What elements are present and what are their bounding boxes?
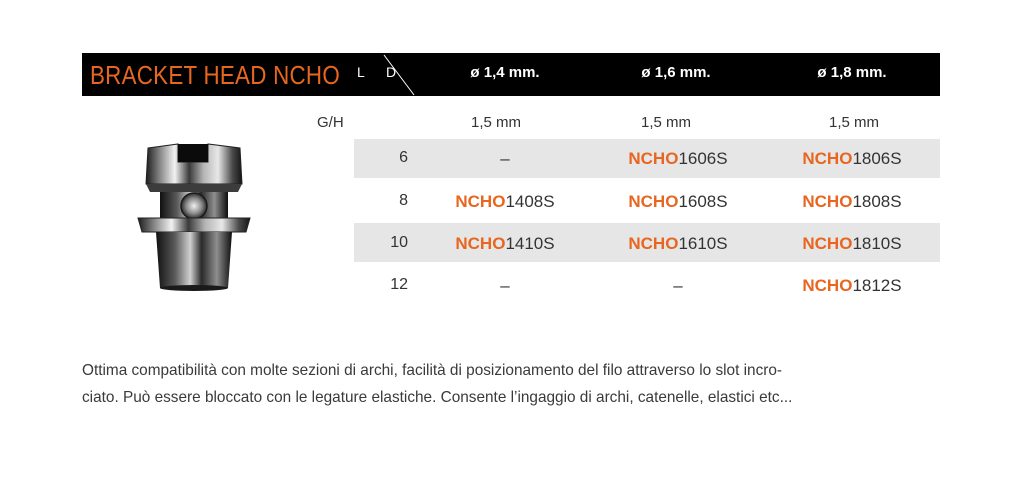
code-prefix: NCHO bbox=[455, 192, 506, 211]
code-prefix: NCHO bbox=[802, 192, 853, 211]
product-code bbox=[588, 149, 768, 169]
table-cell: – bbox=[500, 149, 510, 168]
product-code bbox=[415, 234, 595, 254]
product-code bbox=[588, 192, 768, 212]
code-prefix: NCHO bbox=[802, 276, 853, 295]
product-title: BRACKET HEAD NCHO bbox=[90, 60, 340, 90]
code-number: 1610S bbox=[678, 234, 728, 253]
gh-label: G/H bbox=[317, 114, 344, 131]
code-number: 1808S bbox=[852, 192, 902, 211]
code-prefix: NCHO bbox=[455, 234, 506, 253]
description-line: ciato. Può essere bloccato con le legature elastiche. Consente l’ingaggio di archi, catenelle, elastici etc... bbox=[82, 389, 793, 406]
product-code bbox=[762, 276, 942, 296]
code-number: 1806S bbox=[852, 149, 902, 168]
table-cell: – bbox=[500, 276, 510, 295]
table-cell: – bbox=[673, 276, 683, 295]
product-code bbox=[415, 192, 595, 212]
gh-value: 1,5 mm bbox=[470, 114, 521, 131]
code-prefix: NCHO bbox=[802, 234, 853, 253]
product-code bbox=[762, 192, 942, 212]
gh-value: 1,5 mm bbox=[640, 114, 691, 131]
code-prefix: NCHO bbox=[628, 234, 679, 253]
column-header-1-6: ø 1,6 mm. bbox=[641, 64, 711, 81]
bracket-head-product-image bbox=[130, 140, 255, 292]
code-number: 1410S bbox=[505, 234, 555, 253]
row-length-label: 12 bbox=[390, 276, 408, 293]
product-code bbox=[762, 149, 942, 169]
code-number: 1606S bbox=[678, 149, 728, 168]
description-line: Ottima compatibilità con molte sezioni di archi, facilità di posizionamento del filo attraverso lo slot incro- bbox=[82, 362, 783, 379]
code-prefix: NCHO bbox=[802, 149, 853, 168]
row-length-label: 6 bbox=[399, 149, 408, 166]
product-code bbox=[588, 234, 768, 254]
diameter-header-label: D bbox=[386, 64, 397, 80]
row-length-label: 10 bbox=[390, 234, 408, 251]
code-number: 1812S bbox=[852, 276, 902, 295]
gh-value: 1,5 mm bbox=[828, 114, 879, 131]
column-header-1-8: ø 1,8 mm. bbox=[817, 64, 887, 81]
code-prefix: NCHO bbox=[628, 192, 679, 211]
code-number: 1608S bbox=[678, 192, 728, 211]
column-header-1-4: ø 1,4 mm. bbox=[470, 64, 540, 81]
product-code bbox=[762, 234, 942, 254]
code-prefix: NCHO bbox=[628, 149, 679, 168]
product-description bbox=[82, 357, 908, 411]
row-length-label: 8 bbox=[399, 192, 408, 209]
code-number: 1810S bbox=[852, 234, 902, 253]
code-number: 1408S bbox=[505, 192, 555, 211]
length-header-label: L bbox=[357, 64, 365, 80]
